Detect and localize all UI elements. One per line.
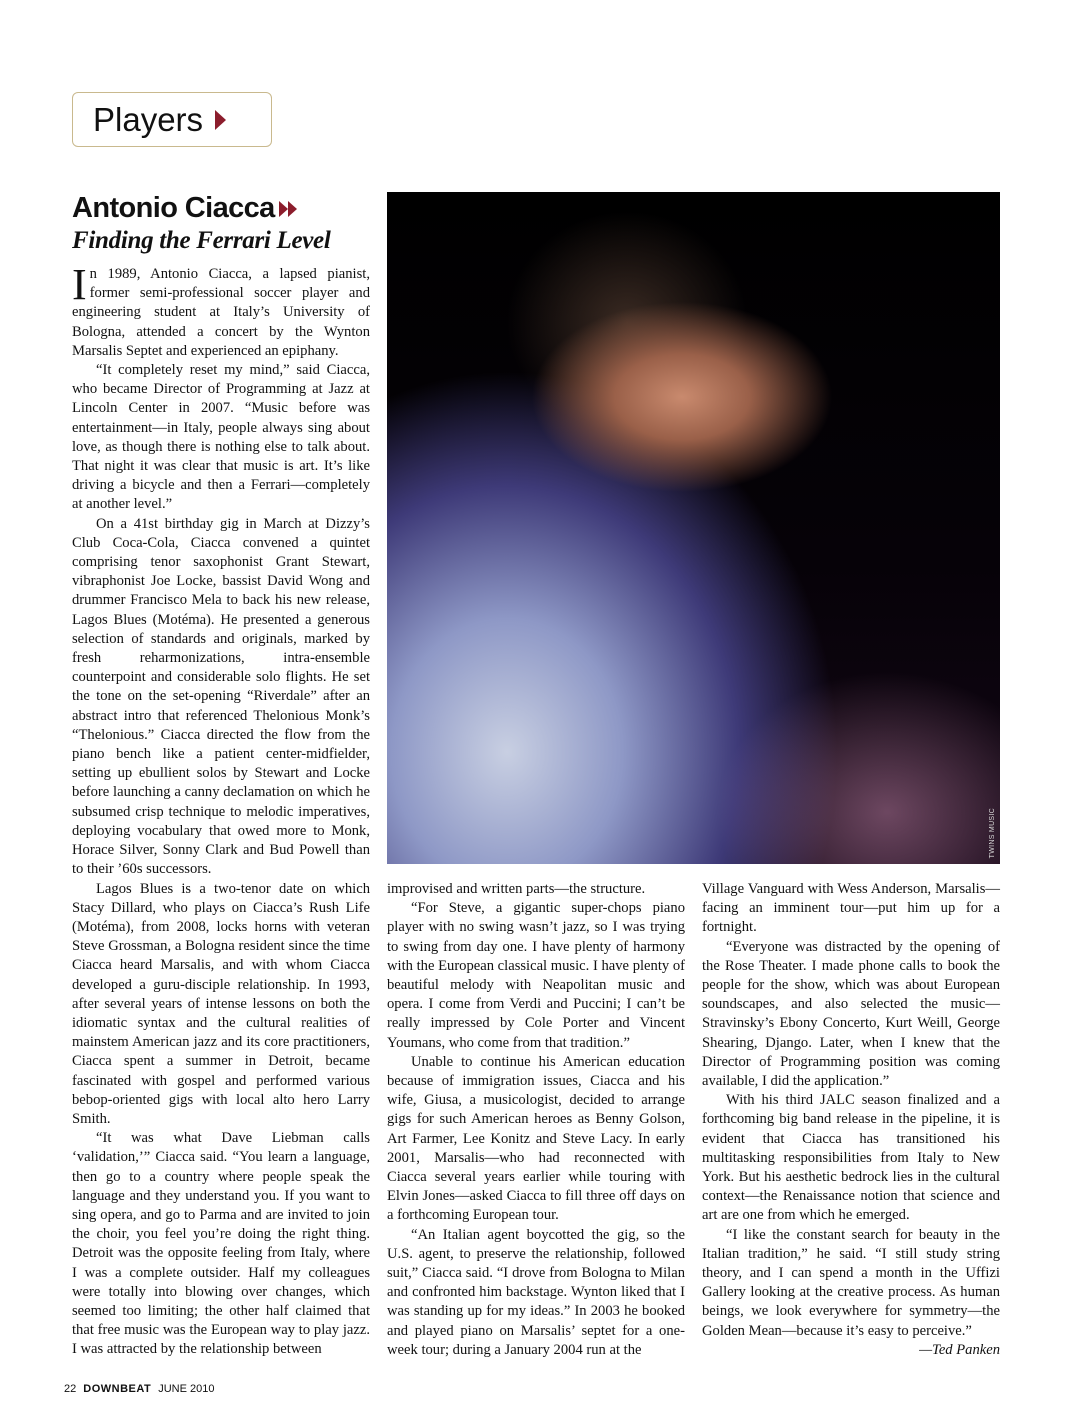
article-paragraph: “Everyone was distracted by the opening of the Rose Theater. I made phone calls to book the people for the show, which was about European soundscapes, and also selected the music—Stravinsky’s Ebony Concerto, Kurt Weill, George Shearing, Django. Later, when I knew that the Director of Programming position was coming available, I did the application.” bbox=[702, 938, 1000, 1090]
magazine-name: DOWNBEAT bbox=[83, 1383, 152, 1395]
article-title: Antonio Ciacca bbox=[72, 192, 275, 224]
double-arrow-icon bbox=[279, 201, 297, 217]
article-paragraph: On a 41st birthday gig in March at Dizzy’s Club Coca-Cola, Ciacca convened a quintet comprising tenor saxophonist Grant Stewart, vibraphonist Joe Locke, bassist David Wong and drummer Francisco Mela to back his new release, Lagos Blues (Motéma). He presented a generous selection of standards and originals, marked by fresh reharmonizations, intra-ensemble counterpoint and considerable solo flights. He set the tone on the set-opening “Riverdale” after an abstract intro that referenced Thelonious Monk’s “Thelonious.” Ciacca directed the flow from the piano bench like a patient center-midfielder, setting up ebullient solos by Stewart and Locke before launching a canny declamation on which he subsumed crisp technique to melodic imperatives, deploying vocabulary that owed more to Monk, Horace Silver, Sonny Clark and Bud Powell than to their ’60s successors. bbox=[72, 515, 370, 878]
article-paragraph: “It completely reset my mind,” said Ciacca, who became Director of Programming at Jazz at Lincoln Center in 2007. “Music before was entertainment—in Italy, people always sing about love, as though there is nothing else to talk about. That night it was clear that music is art. It’s like driving a bicycle and then a Ferrari—completely at another level.” bbox=[72, 362, 370, 513]
article-paragraph: “I like the constant search for beauty in the Italian tradition,” he said. “I still study string theory, and I can spend a month in the Uffizi Gallery looking at the creative process. As human beings, we look everywhere for symmetry—the Golden Mean—because it’s easy to perceive.” —Ted Panken bbox=[702, 1226, 1000, 1341]
section-tab bbox=[72, 92, 272, 147]
article-subtitle: Finding the Ferrari Level bbox=[72, 227, 331, 254]
pianist-photo bbox=[387, 192, 1000, 864]
drop-cap: I bbox=[72, 260, 87, 309]
article-paragraph: “It was what Dave Liebman calls ‘validation,’” Ciacca said. “You learn a language, then go to a country where people speak the language and they understand you. If you want to sing opera, and go to Parma and are invited to join the choir, you feel you’re doing the right thing. Detroit was the opposite feeling from Italy, where I was a complete outsider. Half my colleagues were totally into blowing over changes, which seemed too limiting; the other half claimed that that free music was the European way to play jazz. I was attracted by the relationship between bbox=[72, 1130, 370, 1358]
article-paragraph: In 1989, Antonio Ciacca, a lapsed pianist, former semi-professional soccer player and engineering student at Italy’s University of Bologna, attended a concert by the Wynton Marsalis Septet and experienced an epiphany. bbox=[72, 260, 370, 359]
article-paragraph: “An Italian agent boycotted the gig, so the U.S. agent, to preserve the relationship, followed suit,” Ciacca said. “I drove from Bologna to Milan and confronted him backstage. Wynton liked that I was standing up for my ideas.” In 2003 he booked and played piano on Marsalis’ septet for a one-week tour; during a January 2004 run at the bbox=[387, 1226, 685, 1358]
article-paragraph: Village Vanguard with Wess Anderson, Marsalis—facing an imminent tour—put him up for a fortnight. bbox=[702, 881, 1000, 936]
photo-credit: TWINS MUSIC bbox=[989, 807, 996, 858]
article-column-1 bbox=[72, 260, 370, 1360]
article-title-row bbox=[72, 192, 372, 225]
article-paragraph: Unable to continue his American education because of immigration issues, Ciacca and his wife, Giusa, a musicologist, decided to arrange gigs for such American heroes as Benny Golson, Art Farmer, Lee Konitz and Steve Lacy. In early 2001, Marsalis—who had reconnected with Ciacca several years earlier while touring with Elvin Jones—asked Ciacca to fill three off days on a forthcoming European tour. bbox=[387, 1053, 685, 1224]
page-number: 22 bbox=[64, 1383, 77, 1395]
article-column-2 bbox=[387, 880, 685, 1360]
article-column-3 bbox=[702, 880, 1000, 1360]
play-arrow-icon bbox=[215, 110, 226, 130]
byline: —Ted Panken bbox=[919, 1341, 1000, 1358]
article-headline bbox=[72, 192, 372, 255]
article-paragraph: With his third JALC season finalized and a forthcoming big band release in the pipeline, it is evident that Ciacca has transitioned his multitasking responsibilities from Italy to New York. But his aesthetic bedrock lies in the cultural context—the Renaissance notion that science and art are one from which he emerged. bbox=[702, 1092, 1000, 1224]
issue-date: JUNE 2010 bbox=[158, 1383, 215, 1395]
article-paragraph: “For Steve, a gigantic super-chops piano player with no swing wasn’t jazz, so I was trying to swing from day one. I have plenty of harmony with the European classical music. I have plenty of beautiful melody with Neapolitan music and opera. I come from Verdi and Puccini; I can’t be really impressed by Cole Porter and Vincent Youmans, who come from that tradition.” bbox=[387, 900, 685, 1051]
article-paragraph: improvised and written parts—the structure. bbox=[387, 881, 646, 897]
article-paragraph: Lagos Blues is a two-tenor date on which Stacy Dillard, who plays on Ciacca’s Rush Life (Motéma), from 2008, locks horns with veteran Steve Grossman, a Bologna resident since the time Ciacca heard Marsalis, and with whom Ciacca developed a guru-disciple relationship. In 1993, after several years of intense lessons on both the idiomatic syntax and the cultural realities of mainstem American jazz and its core practitioners, Ciacca spent a summer in Detroit, became fascinated with gospel and performed various bebop-oriented gigs with local alto hero Larry Smith. bbox=[72, 880, 370, 1127]
page-footer bbox=[64, 1383, 214, 1395]
section-label: Players bbox=[93, 100, 204, 138]
